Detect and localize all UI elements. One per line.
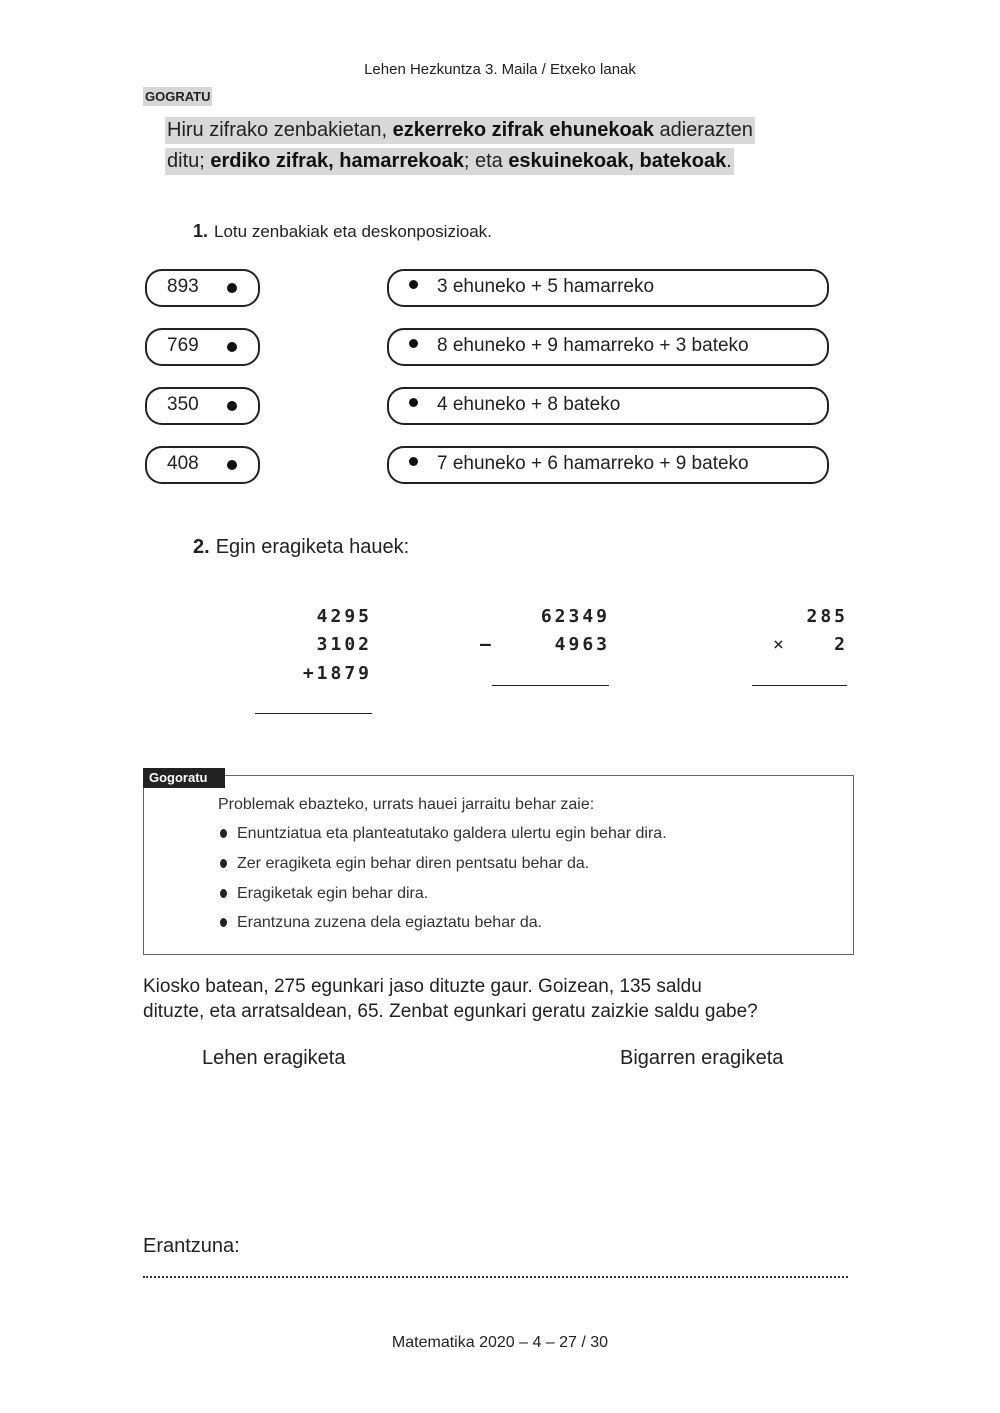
addition-answer-line[interactable]: [255, 713, 372, 714]
rule-line-2: [165, 148, 734, 175]
match-dot[interactable]: [409, 339, 418, 348]
decomposition: 7 ehuneko + 6 hamarreko + 9 bateko: [437, 453, 749, 474]
match-dot[interactable]: [227, 342, 237, 352]
exercise-1-title: [193, 221, 492, 242]
subtraction-answer-line[interactable]: [492, 685, 609, 686]
remember-step: Zer eragiketa egin behar diren pentsatu behar da.: [237, 855, 590, 872]
bullet-icon: [220, 889, 227, 898]
second-operation-label: Bigarren eragiketa: [620, 1047, 784, 1069]
exercise-title: Lotu zenbakiak eta deskonposizioak.: [214, 222, 492, 241]
text: Hiru zifrako zenbakietan,: [167, 119, 393, 141]
addition-row: +1879: [302, 663, 372, 684]
page-header: Lehen Hezkuntza 3. Maila / Etxeko lanak: [364, 61, 636, 78]
remember-step: Erantzuna zuzena dela egiaztatu behar da.: [237, 914, 543, 931]
decomposition-box: [387, 269, 829, 307]
page-footer: Matematika 2020 – 4 – 27 / 30: [391, 1334, 609, 1351]
multiplication-row: 285: [806, 606, 848, 627]
answer-dotted-line[interactable]: [143, 1276, 848, 1278]
decomposition: 8 ehuneko + 9 hamarreko + 3 bateko: [437, 335, 749, 356]
minus-operator: —: [480, 634, 494, 655]
multiplication-answer-line[interactable]: [752, 685, 847, 686]
decomposition-box: [387, 387, 829, 425]
problem-text-line: dituzte, eta arratsaldean, 65. Zenbat egunkari geratu zaizkie saldu gabe?: [143, 1001, 758, 1022]
match-dot[interactable]: [409, 280, 418, 289]
subtraction-row: 4963: [554, 634, 610, 655]
bold-text: ezkerreko zifrak ehunekoak: [392, 119, 654, 141]
remember-step: Eragiketak egin behar dira.: [237, 885, 429, 902]
text: ditu;: [167, 150, 211, 172]
bold-text: erdiko zifrak, hamarrekoak: [210, 150, 464, 172]
subtraction-row: 62349: [540, 606, 610, 627]
text: .: [726, 150, 732, 172]
text: adierazten: [653, 119, 753, 141]
number: 893: [167, 276, 199, 297]
number: 769: [167, 335, 199, 356]
match-dot[interactable]: [227, 460, 237, 470]
bullet-icon: [220, 859, 227, 868]
number: 408: [167, 453, 199, 474]
remember-intro: Problemak ebazteko, urrats hauei jarraitu behar zaie:: [218, 796, 595, 813]
number-box: [145, 446, 260, 484]
number-box: [145, 387, 260, 425]
addition-row: 4295: [316, 606, 372, 627]
exercise-2-title: [193, 536, 409, 559]
text: ; eta: [463, 150, 509, 172]
bullet-icon: [220, 918, 227, 927]
remember-step: Enuntziatua eta planteatutako galdera ulertu egin behar dira.: [237, 825, 667, 842]
number-box: [145, 328, 260, 366]
addition-row: 3102: [316, 634, 372, 655]
bold-text: eskuinekoak, batekoak: [508, 150, 727, 172]
decomposition-box: [387, 446, 829, 484]
exercise-number: 2.: [193, 536, 210, 558]
match-dot[interactable]: [409, 398, 418, 407]
rule-line-1: [165, 117, 755, 144]
first-operation-label: Lehen eragiketa: [202, 1047, 346, 1069]
decomposition: 3 ehuneko + 5 hamarreko: [437, 276, 655, 297]
decomposition: 4 ehuneko + 8 bateko: [437, 394, 621, 415]
answer-label: Erantzuna:: [143, 1235, 240, 1257]
match-dot[interactable]: [409, 457, 418, 466]
remember-label: GOGRATU: [145, 89, 211, 104]
match-dot[interactable]: [227, 401, 237, 411]
problem-text-line: Kiosko batean, 275 egunkari jaso dituzte gaur. Goizean, 135 saldu: [143, 976, 702, 997]
multiplication-row: 2: [834, 634, 848, 655]
number: 350: [167, 394, 199, 415]
exercise-title: Egin eragiketa hauek:: [215, 536, 410, 558]
bullet-icon: [220, 829, 227, 838]
remember-box-label: Gogoratu: [143, 768, 225, 788]
times-operator: ×: [773, 634, 787, 655]
exercise-number: 1.: [193, 221, 209, 241]
number-box: [145, 269, 260, 307]
decomposition-box: [387, 328, 829, 366]
match-dot[interactable]: [227, 283, 237, 293]
